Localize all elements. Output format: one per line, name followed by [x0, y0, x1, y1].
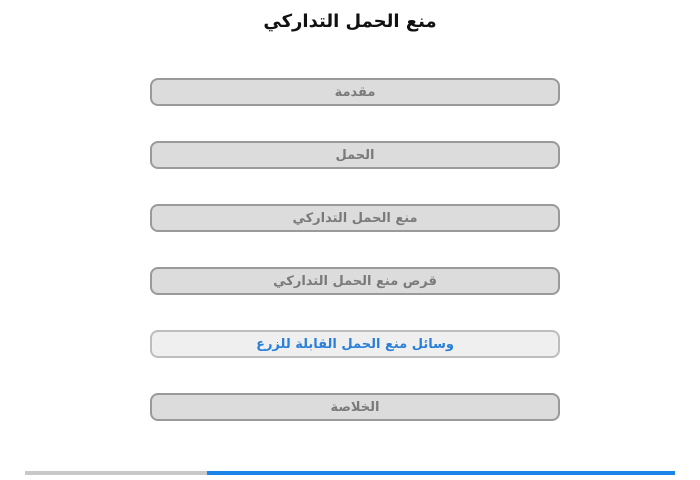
progress-bar-fill [207, 471, 675, 475]
page-title: منع الحمل التداركي [263, 11, 437, 32]
menu-item-pregnancy[interactable]: الحمل [150, 141, 560, 169]
menu-item-summary[interactable]: الخلاصة [150, 393, 560, 421]
progress-bar [25, 471, 675, 475]
menu-item-introduction[interactable]: مقدمة [150, 78, 560, 106]
menu-item-emergency-contraception[interactable]: منع الحمل التداركي [150, 204, 560, 232]
chapter-menu [150, 78, 560, 456]
menu-item-emergency-contraceptive-pill[interactable]: قرص منع الحمل التداركي [150, 267, 560, 295]
menu-item-implantable-contraceptives[interactable]: وسائل منع الحمل القابلة للزرع [150, 330, 560, 358]
